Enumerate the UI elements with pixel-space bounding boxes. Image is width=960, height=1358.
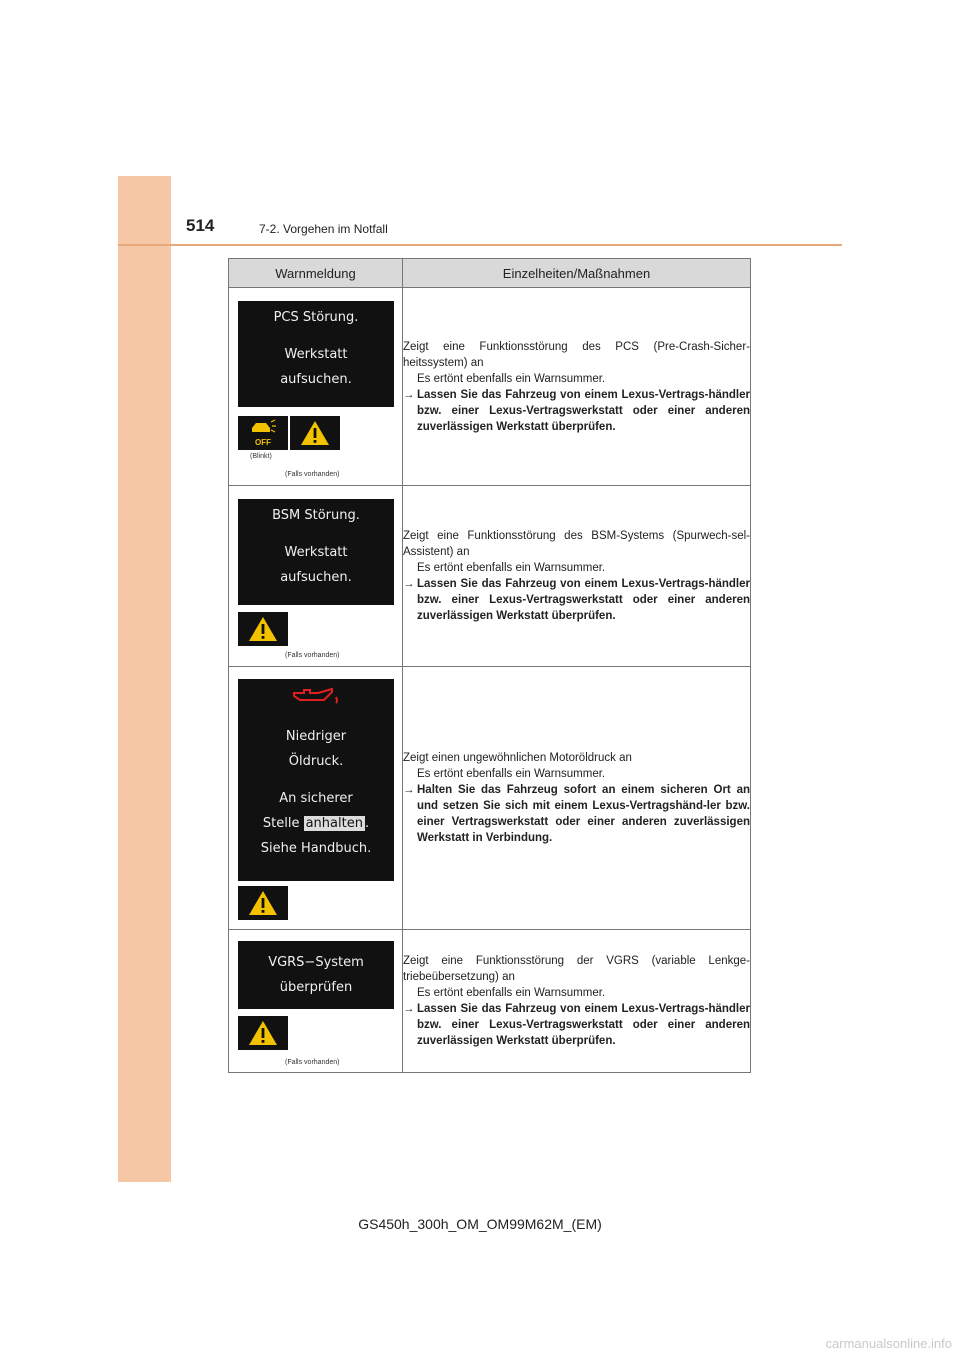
action-line [403, 1001, 750, 1049]
highlighted-word: anhalten [305, 816, 363, 831]
detail-text: Es ertönt ebenfalls ein Warnsummer. [417, 372, 606, 385]
description: Zeigt eine Funktionsstörung des BSM-Systems (Spurwech-sel-Assistent) an [403, 530, 750, 558]
warning-triangle-icon [238, 612, 288, 646]
display-message [238, 301, 394, 407]
display-line: überprüfen [279, 980, 353, 995]
side-band [118, 176, 171, 1182]
action-text: Lassen Sie das Fahrzeug von einem Lexus-Vertrags-händler bzw. einer Lexus-Vertragswerkstatt oder einer anderen zuverlässigen Werkstatt überprüfen. [417, 1003, 750, 1047]
pcs-off-icon [238, 416, 288, 450]
availability-note: (Falls vorhanden) [285, 652, 340, 659]
table-row [229, 486, 751, 667]
display-line: Werkstatt [284, 347, 348, 362]
availability-note: (Falls vorhanden) [285, 471, 340, 478]
oil-can-icon [286, 685, 346, 707]
description: Zeigt eine Funktionsstörung des PCS (Pre-Crash-Sicher-heitssystem) an [403, 340, 750, 369]
details-cell [403, 930, 751, 1073]
display-line: PCS Störung. [273, 310, 359, 325]
display-text: . [364, 816, 370, 831]
table-header-row [229, 259, 751, 288]
watermark: carmanualsonline.info [825, 1336, 952, 1351]
display-line: An sicherer [279, 791, 353, 806]
display-line: Öldruck. [288, 754, 344, 769]
section-title: 7-2. Vorgehen im Notfall [259, 222, 388, 236]
col-header-warning: Warnmeldung [229, 259, 403, 288]
pcs-off-label: OFF [255, 438, 271, 447]
warning-triangle-icon [238, 886, 288, 920]
details-cell [403, 486, 751, 667]
action-text: Lassen Sie das Fahrzeug von einem Lexus-Vertrags-händler bzw. einer Lexus-Vertragswerkstatt oder einer anderen zuverlässigen Werkstatt überprüfen. [417, 578, 750, 622]
display-line: aufsuchen. [280, 570, 352, 585]
detail-text: Es ertönt ebenfalls ein Warnsummer. [417, 987, 606, 999]
warning-image-cell [229, 288, 403, 486]
table-row [229, 288, 751, 486]
display-line: BSM Störung. [272, 508, 360, 523]
arrow-icon: → [403, 578, 415, 590]
action-text: Lassen Sie das Fahrzeug von einem Lexus-Vertrags-händler bzw. einer Lexus-Vertragswerkstatt oder einer anderen zuverlässigen Werkstatt überprüfen. [417, 388, 750, 433]
detail-text: Es ertönt ebenfalls ein Warnsummer. [417, 562, 606, 574]
display-line [238, 811, 394, 836]
display-message [238, 499, 394, 605]
arrow-icon: → [403, 388, 415, 401]
arrow-icon: → [403, 784, 415, 796]
action-line [403, 576, 750, 624]
display-message [238, 941, 394, 1009]
document-code: GS450h_300h_OM_OM99M62M_(EM) [358, 1216, 602, 1232]
display-line: VGRS−System [268, 955, 364, 970]
warning-image-cell [229, 930, 403, 1073]
detail-text: Es ertönt ebenfalls ein Warnsummer. [417, 768, 606, 780]
description: Zeigt eine Funktionsstörung der VGRS (variable Lenkge-triebeübersetzung) an [403, 955, 750, 983]
table-row [229, 667, 751, 930]
warning-image-cell [229, 486, 403, 667]
col-header-details: Einzelheiten/Maßnahmen [403, 259, 751, 288]
warning-triangle-icon [238, 1016, 288, 1050]
warning-table [228, 258, 751, 1073]
arrow-icon: → [403, 1003, 415, 1015]
table-row [229, 930, 751, 1073]
display-line: Siehe Handbuch. [260, 841, 372, 856]
action-line [403, 782, 750, 846]
details-cell [403, 667, 751, 930]
page-number: 514 [186, 216, 215, 235]
display-text: Stelle [262, 816, 304, 831]
availability-note: (Falls vorhanden) [285, 1059, 340, 1066]
details-cell [403, 288, 751, 486]
action-line [403, 387, 750, 435]
description: Zeigt einen ungewöhnlichen Motoröldruck an [403, 752, 632, 764]
display-line: Niedriger [285, 729, 347, 744]
blink-note: (Blinkt) [250, 453, 272, 460]
display-message [238, 679, 394, 881]
header-rule [118, 244, 842, 246]
display-line: aufsuchen. [280, 372, 352, 387]
warning-triangle-icon [290, 416, 340, 450]
action-text: Halten Sie das Fahrzeug sofort an einem sicheren Ort an und setzen Sie sich mit einem Lexus-Vertragshänd-ler bzw. einer Vertragswerkstatt oder einer anderen zuverlässigen Werkstatt in Verbindung. [417, 784, 750, 844]
display-line: Werkstatt [284, 545, 348, 560]
warning-image-cell [229, 667, 403, 930]
